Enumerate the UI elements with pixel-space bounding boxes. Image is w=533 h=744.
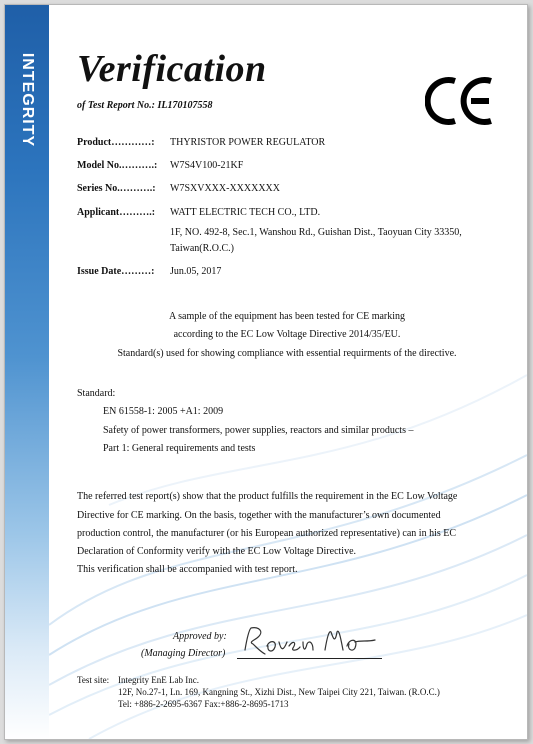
page-title: Verification [77,48,267,90]
test-site-address: 12F, No.27-1, Ln. 169, Kangning St., Xizhi Dist., New Taipei City 221, Taiwan. (R.O.C.) [118,687,440,697]
applicant-value: WATT ELECTRIC TECH CO., LTD. [170,207,321,218]
certificate-page [4,4,528,740]
product-label: Product…………: [77,137,155,148]
signature-image [237,620,382,660]
standard-title-line2: Part 1: General requirements and tests [103,443,256,454]
conclusion-line2: Directive for CE marking. On the basis, together with the manufacturer’s own documented [77,510,441,521]
statement-line3: Standard(s) used for showing compliance with essential requirments of the directive. [117,348,457,359]
series-label: Series No.……….: [77,183,156,194]
test-site-contact: Tel: +886-2-2695-6367 Fax:+886-2-8695-1713 [118,699,289,709]
report-number: of Test Report No.: IL170107558 [77,100,213,111]
conclusion-line5: This verification shall be accompanied with test report. [77,564,298,575]
issue-date-value: Jun.05, 2017 [170,266,222,277]
applicant-address-line1: 1F, NO. 492-8, Sec.1, Wanshou Rd., Guishan Dist., Taoyuan City 33350, [170,227,462,238]
model-value: W7S4V100-21KF [170,160,244,171]
standard-number: EN 61558-1: 2005 +A1: 2009 [103,406,224,417]
conclusion-line3: production control, the manufacturer (or his European authorized representative) can in his EC [77,528,457,539]
standard-heading: Standard: [77,388,116,399]
issue-date-label: Issue Date………: [77,266,155,277]
statement-line2: according to the EC Low Voltage Directive 2014/35/EU. [173,329,401,340]
standard-title-line1: Safety of power transformers, power supplies, reactors and similar products – [103,425,414,436]
signer-role: (Managing Director) [141,648,226,659]
ce-mark-icon [425,75,495,127]
approved-by-label: Approved by: [173,631,227,642]
test-site-name: Integrity EnE Lab Inc. [118,675,199,685]
signature-line [237,658,382,659]
test-site-label: Test site: [77,675,110,685]
statement-line1: A sample of the equipment has been tested for CE marking [168,311,406,322]
brand-logo: INTEGRITY [19,52,36,148]
series-value: W7SXVXXX-XXXXXXX [170,183,280,194]
applicant-label: Applicant……….: [77,207,156,218]
conclusion-line4: Declaration of Conformity verify with the EC Low Voltage Directive. [77,546,357,557]
model-label: Model No.……….: [77,160,158,171]
product-value: THYRISTOR POWER REGULATOR [170,137,326,148]
conclusion-line1: The referred test report(s) show that the product fulfills the requirement in the EC Low Voltage [77,491,458,502]
applicant-address-line2: Taiwan(R.O.C.) [170,243,235,254]
